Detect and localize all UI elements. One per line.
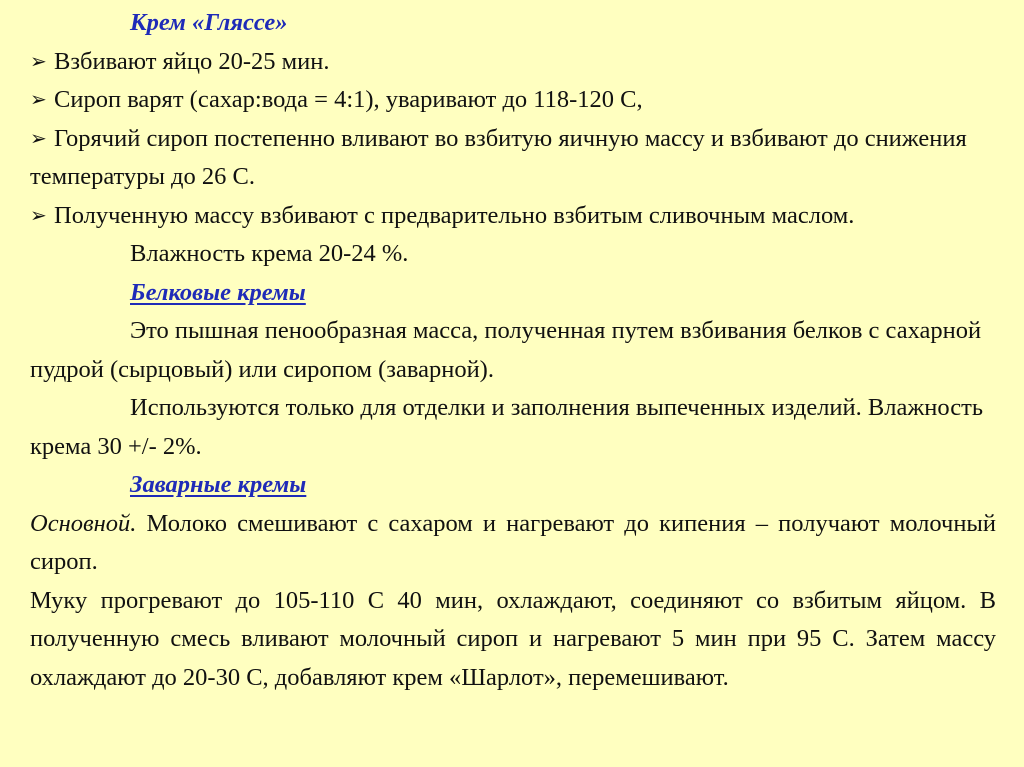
arrowhead-bullet-icon: ➢ <box>30 87 47 111</box>
arrowhead-bullet-icon: ➢ <box>30 202 47 227</box>
protein-creams-title: Белковые кремы <box>130 278 306 306</box>
bullet-item-1 <box>30 43 996 82</box>
custard-main-text: Молоко смешивают с сахаром и нагревают до кипения – получают молочный сироп. <box>30 509 997 575</box>
glaze-cream-title: Крем «Гляссе» <box>130 9 288 36</box>
protein-usage-paragraph: Используются только для отделки и заполнения выпеченных изделий. Влажность крема 30 +/- 2%. <box>30 394 983 460</box>
bullet-item-3 <box>30 120 996 197</box>
slide-content <box>30 4 996 697</box>
bullet-item-2 <box>30 81 996 120</box>
custard-main-paragraph <box>30 505 996 582</box>
bullet-item-4 <box>30 197 996 236</box>
bullet-text: Взбивают яйцо 20-25 мин. <box>54 47 330 75</box>
protein-description-paragraph: Это пышная пенообразная масса, полученная путем взбивания белков с сахарной пудрой (сырцовый) или сиропом (заварной). <box>30 317 982 383</box>
custard-creams-title: Заварные кремы <box>130 471 307 498</box>
custard-main-label: Основной. <box>30 509 137 537</box>
custard-method-paragraph: Муку прогревают до 105-110 С 40 мин, охлаждают, соединяют со взбитым яйцом. В полученную смесь вливают молочный сироп и нагревают 5 мин при 95 С. Затем массу охлаждают до 20-30 С, добавляют крем «Шарлот», перемешивают. <box>30 586 996 691</box>
bullet-text: Полученную массу взбивают с предварительно взбитым сливочным маслом. <box>54 201 855 229</box>
bullet-text: Горячий сироп постепенно вливают во взбитую яичную массу и взбивают до снижения температуры до 26 С. <box>30 124 967 190</box>
bullet-text: Сироп варят (сахар:вода = 4:1), уваривают до 118-120 С, <box>54 86 643 113</box>
arrowhead-bullet-icon: ➢ <box>30 125 47 150</box>
arrowhead-bullet-icon: ➢ <box>30 48 47 73</box>
glaze-moisture-line: Влажность крема 20-24 %. <box>130 240 409 267</box>
